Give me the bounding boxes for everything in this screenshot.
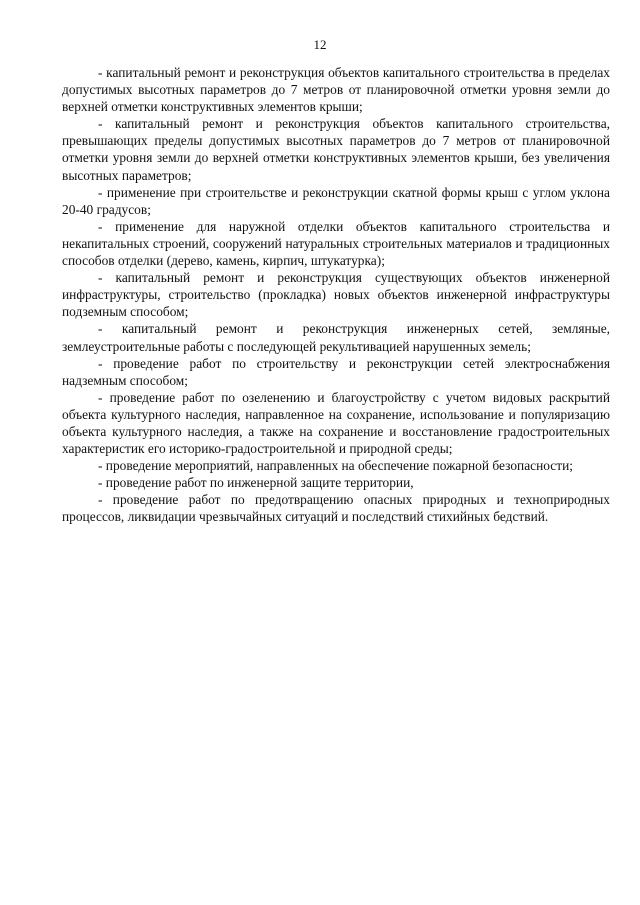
list-item-6: - капитальный ремонт и реконструкция инженерных сетей, земляные, землеустроительные работы с последующей рекультивацией нарушенных земель; bbox=[62, 321, 610, 354]
page-number: 12 bbox=[313, 37, 327, 52]
list-item-9: - проведение мероприятий, направленных на обеспечение пожарной безопасности; bbox=[98, 458, 573, 474]
list-item-1: - капитальный ремонт и реконструкция объектов капитального строительства в пределах допустимых высотных параметров до 7 метров от планировочной отметки уровня земли до верхней отметки конструктивных элементов крыши; bbox=[62, 65, 610, 115]
list-item-4: - применение для наружной отделки объектов капитального строительства и некапитальных строений, сооружений натуральных строительных материалов и традиционных способов отделки (дерево, камень, кирпич, штукатурка); bbox=[62, 218, 610, 269]
list-item-8: - проведение работ по озеленению и благоустройству с учетом видовых раскрытий объекта культурного наследия, направленное на сохранение, использование и популяризацию объекта культурного наследия, а также на сохранение и восстановление градостроительных характеристик его историко-градостроительной и природной среды; bbox=[62, 389, 610, 457]
list-item-2: - капитальный ремонт и реконструкция объектов капитального строительства, превышающих пределы допустимых высотных параметров до 7 метров от планировочной отметки уровня земли до верхней отметки конструктивных элементов крыши, без увеличения высотных параметров; bbox=[62, 116, 610, 183]
list-item-3: - применение при строительстве и реконструкции скатной формы крыш с углом уклона 20-40 градусов; bbox=[62, 184, 610, 217]
list-item-5: - капитальный ремонт и реконструкция существующих объектов инженерной инфраструктуры, строительство (прокладка) новых объектов инженерной инфраструктуры подземным способом; bbox=[62, 270, 610, 320]
list-item-7: - проведение работ по строительству и реконструкции сетей электроснабжения надземным способом; bbox=[62, 355, 610, 388]
list-item-10: - проведение работ по инженерной защите территории, bbox=[98, 475, 414, 491]
list-item-11: - проведение работ по предотвращению опасных природных и техноприродных процессов, ликвидации чрезвычайных ситуаций и последствий стихийных бедствий. bbox=[62, 492, 610, 525]
document-body bbox=[62, 64, 610, 526]
